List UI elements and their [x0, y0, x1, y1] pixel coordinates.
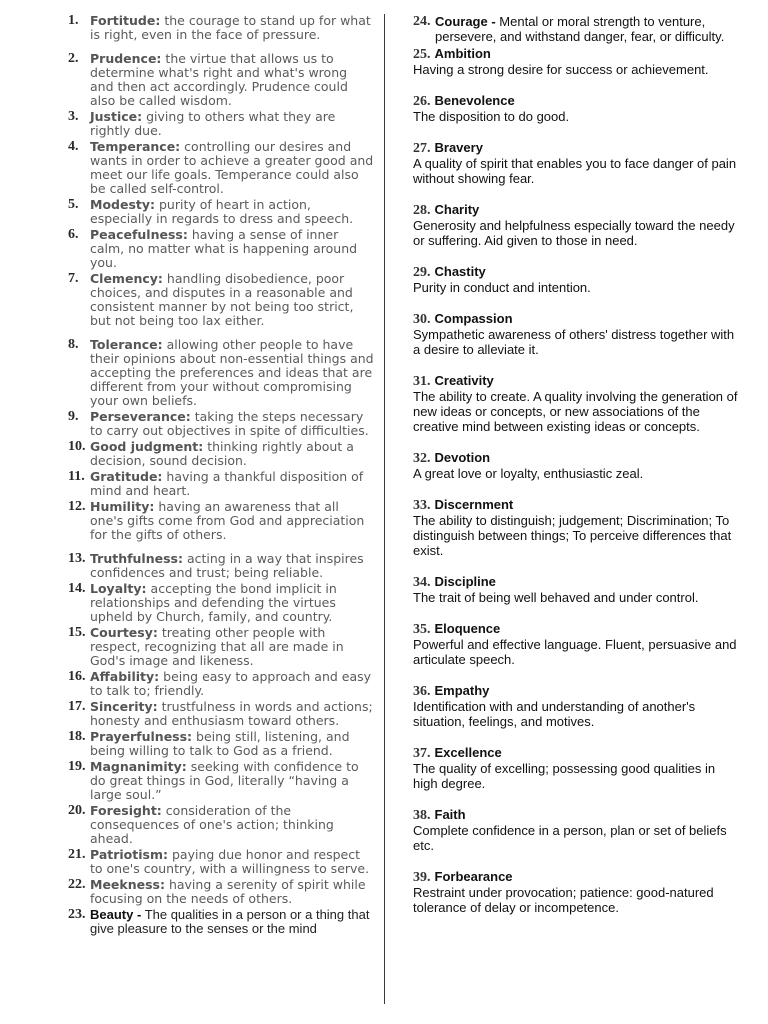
item-number: 31.	[413, 374, 431, 389]
item-term: Benevolence	[434, 93, 515, 108]
item-number: 3.	[68, 109, 79, 124]
item-number: 18.	[68, 729, 86, 744]
item-definition: consideration of the consequences of one's action; thinking ahead.	[90, 803, 334, 846]
list-item	[413, 683, 743, 729]
item-definition: having a serenity of spirit while focusing on the needs of others.	[90, 877, 366, 906]
item-definition: The trait of being well behaved and under control.	[413, 590, 699, 605]
item-number: 39.	[413, 870, 431, 885]
item-term: Discipline	[434, 574, 496, 589]
item-number: 37.	[413, 746, 431, 761]
item-number: 7.	[68, 271, 79, 286]
list-item	[413, 745, 743, 791]
list-item	[68, 670, 374, 698]
item-term: Sincerity:	[90, 699, 158, 714]
item-definition: being easy to approach and easy to talk to; friendly.	[90, 669, 372, 698]
item-definition: Purity in conduct and intention.	[413, 280, 591, 295]
list-item	[68, 552, 374, 580]
item-definition: The qualities in a person or a thing that give pleasure to the senses or the mind	[90, 907, 370, 936]
item-number: 15.	[68, 625, 86, 640]
item-term: Perseverance:	[90, 409, 191, 424]
item-term: Creativity	[434, 373, 494, 388]
item-definition: trustfulness in words and actions; honesty and enthusiasm toward others.	[90, 699, 373, 728]
item-number: 16.	[68, 669, 86, 684]
item-definition: having a sense of inner calm, no matter what is happening around you.	[90, 227, 358, 270]
item-term: Courtesy:	[90, 625, 158, 640]
item-number: 36.	[413, 684, 431, 699]
item-number: 20.	[68, 803, 86, 818]
item-definition: treating other people with respect, recognizing that all are made in God's image and likeness.	[90, 625, 344, 668]
list-item	[413, 807, 743, 853]
item-number: 1.	[68, 13, 79, 28]
item-number: 32.	[413, 451, 431, 466]
item-term: Chastity	[434, 264, 486, 279]
item-term: Beauty -	[90, 907, 142, 922]
item-definition: A quality of spirit that enables you to face danger of pain without showing fear.	[413, 156, 737, 186]
item-term: Devotion	[434, 450, 491, 465]
list-item	[68, 804, 374, 846]
item-term: Ambition	[434, 46, 491, 61]
item-definition: handling disobedience, poor choices, and disputes in a reasonable and consistent manner by not being too strict, but not being too lax either.	[90, 271, 354, 328]
item-term: Discernment	[434, 497, 514, 512]
list-item	[68, 878, 374, 906]
item-term: Empathy	[434, 683, 490, 698]
item-number: 23.	[68, 907, 86, 922]
item-definition: giving to others what they are rightly due.	[90, 109, 336, 138]
item-term: Good judgment:	[90, 439, 204, 454]
item-number: 28.	[413, 203, 431, 218]
item-term: Gratitude:	[90, 469, 163, 484]
list-item	[68, 500, 374, 542]
item-term: Patriotism:	[90, 847, 168, 862]
item-number: 13.	[68, 551, 86, 566]
item-number: 8.	[68, 337, 79, 352]
item-term: Bravery	[434, 140, 483, 155]
item-definition: The ability to distinguish; judgement; Discrimination; To distinguish between things; To perceive differences that exist.	[413, 513, 732, 558]
list-item	[68, 730, 374, 758]
list-item	[68, 14, 374, 42]
item-definition: controlling our desires and wants in order to achieve a greater good and meet our life goals. Temperance could also be called self-control.	[90, 139, 374, 196]
list-item	[68, 140, 374, 196]
item-number: 30.	[413, 312, 431, 327]
column-divider	[384, 14, 385, 1004]
list-item	[68, 272, 374, 328]
item-definition: the courage to stand up for what is right, even in the face of pressure.	[90, 13, 371, 42]
item-number: 27.	[413, 141, 431, 156]
item-number: 34.	[413, 575, 431, 590]
item-term: Truthfulness:	[90, 551, 183, 566]
list-item	[68, 410, 374, 438]
item-number: 12.	[68, 499, 86, 514]
item-definition: acting in a way that inspires confidences and trust; being reliable.	[90, 551, 364, 580]
list-item	[68, 110, 374, 138]
list-item	[413, 497, 743, 558]
item-number: 11.	[68, 469, 85, 484]
item-number: 2.	[68, 51, 79, 66]
list-item	[413, 14, 743, 44]
list-item	[413, 264, 743, 295]
item-number: 17.	[68, 699, 86, 714]
list-item	[68, 908, 374, 936]
list-item	[68, 228, 374, 270]
item-number: 38.	[413, 808, 431, 823]
item-definition: Mental or moral strength to venture, persevere, and withstand danger, fear, or difficulty.	[435, 14, 725, 44]
item-number: 22.	[68, 877, 86, 892]
item-term: Foresight:	[90, 803, 162, 818]
item-definition: purity of heart in action, especially in regards to dress and speech.	[90, 197, 354, 226]
item-term: Charity	[434, 202, 480, 217]
list-item	[413, 373, 743, 434]
item-term: Forbearance	[434, 869, 513, 884]
item-term: Courage -	[435, 14, 496, 29]
item-number: 24.	[413, 14, 431, 29]
item-number: 29.	[413, 265, 431, 280]
list-item	[68, 440, 374, 468]
item-term: Meekness:	[90, 877, 165, 892]
item-number: 19.	[68, 759, 86, 774]
item-definition: taking the steps necessary to carry out objectives in spite of difficulties.	[90, 409, 369, 438]
item-definition: Complete confidence in a person, plan or set of beliefs etc.	[413, 823, 727, 853]
list-item	[68, 626, 374, 668]
item-term: Loyalty:	[90, 581, 147, 596]
item-number: 14.	[68, 581, 86, 596]
item-definition: Restraint under provocation; patience: good-natured tolerance of delay or incompetence.	[413, 885, 714, 915]
list-item	[413, 140, 743, 186]
list-item	[68, 760, 374, 802]
item-number: 35.	[413, 622, 431, 637]
list-item	[68, 582, 374, 624]
item-term: Tolerance:	[90, 337, 163, 352]
item-definition: the virtue that allows us to determine what's right and what's wrong and then act accordingly. Prudence could also be called wisdom.	[90, 51, 348, 108]
item-definition: accepting the bond implicit in relationships and defending the virtues upheld by Church, family, and country.	[90, 581, 337, 624]
item-term: Humility:	[90, 499, 155, 514]
item-term: Peacefulness:	[90, 227, 188, 242]
list-item	[68, 198, 374, 226]
item-term: Justice:	[90, 109, 143, 124]
item-term: Clemency:	[90, 271, 163, 286]
item-term: Compassion	[434, 311, 513, 326]
item-definition: paying due honor and respect to one's country, with a willingness to serve.	[90, 847, 370, 876]
item-term: Prayerfulness:	[90, 729, 193, 744]
item-definition: seeking with confidence to do great things in God, literally “having a large soul.”	[90, 759, 359, 802]
item-term: Modesty:	[90, 197, 156, 212]
item-definition: Identification with and understanding of another's situation, feelings, and motives.	[413, 699, 696, 729]
item-term: Eloquence	[434, 621, 501, 636]
item-definition: Generosity and helpfulness especially toward the needy or suffering. Aid given to those in need.	[413, 218, 735, 248]
list-item	[68, 700, 374, 728]
item-definition: having a thankful disposition of mind and heart.	[90, 469, 364, 498]
item-term: Affability:	[90, 669, 160, 684]
list-item	[413, 93, 743, 124]
item-number: 25.	[413, 47, 431, 62]
right-column	[413, 14, 743, 931]
list-item	[68, 848, 374, 876]
list-item	[413, 869, 743, 915]
item-number: 33.	[413, 498, 431, 513]
item-number: 9.	[68, 409, 79, 424]
list-item	[413, 46, 743, 77]
list-item	[68, 338, 374, 408]
item-number: 26.	[413, 94, 431, 109]
item-definition: The disposition to do good.	[413, 109, 570, 124]
item-definition: Sympathetic awareness of others' distress together with a desire to alleviate it.	[413, 327, 735, 357]
item-definition: allowing other people to have their opinions about non-essential things and accepting the preferences and ideas that are different from your without compromising your own beliefs.	[90, 337, 374, 408]
item-definition: The ability to create. A quality involving the generation of new ideas or concepts, or new associations of the creative mind between existing ideas or concepts.	[413, 389, 738, 434]
item-term: Fortitude:	[90, 13, 161, 28]
list-item	[68, 470, 374, 498]
item-number: 5.	[68, 197, 79, 212]
item-definition: Powerful and effective language. Fluent, persuasive and articulate speech.	[413, 637, 737, 667]
item-term: Faith	[434, 807, 466, 822]
item-term: Prudence:	[90, 51, 162, 66]
list-item	[68, 52, 374, 108]
item-term: Excellence	[434, 745, 502, 760]
item-definition: having an awareness that all one's gifts come from God and appreciation for the gifts of others.	[90, 499, 365, 542]
item-number: 21.	[68, 847, 86, 862]
item-number: 10.	[68, 439, 86, 454]
list-item	[413, 621, 743, 667]
list-item	[413, 311, 743, 357]
item-definition: being still, listening, and being willing to talk to God as a friend.	[90, 729, 350, 758]
item-term: Temperance:	[90, 139, 181, 154]
item-definition: A great love or loyalty, enthusiastic zeal.	[413, 466, 644, 481]
list-item	[413, 450, 743, 481]
item-definition: thinking rightly about a decision, sound decision.	[90, 439, 354, 468]
item-definition: The quality of excelling; possessing good qualities in high degree.	[413, 761, 716, 791]
list-item	[413, 574, 743, 605]
item-term: Magnanimity:	[90, 759, 187, 774]
item-number: 4.	[68, 139, 79, 154]
left-column	[68, 14, 374, 938]
item-definition: Having a strong desire for success or achievement.	[413, 62, 709, 77]
list-item	[413, 202, 743, 248]
item-number: 6.	[68, 227, 79, 242]
